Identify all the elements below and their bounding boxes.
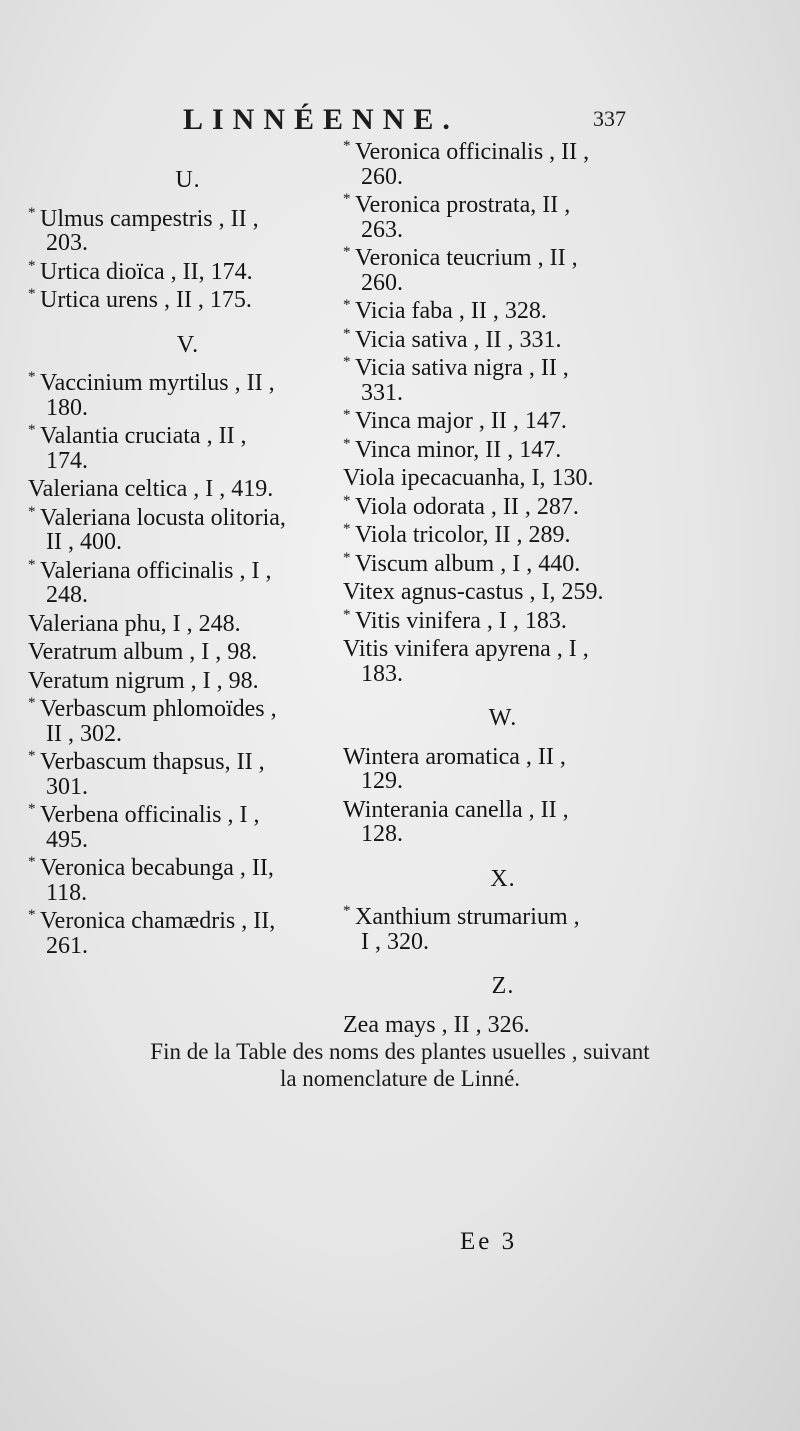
entry-line: * Vinca minor, II , 147. [343, 435, 562, 463]
running-head: LINNÉENNE. [183, 103, 459, 136]
entry-continuation: 180. [46, 394, 88, 421]
entry-text: Verbascum phlomoïdes , [40, 696, 277, 722]
index-entry [343, 409, 663, 434]
entry-continuation: 174. [46, 447, 88, 474]
entry-line: * Urtica urens , II , 175. [28, 286, 252, 313]
entry-line [28, 640, 348, 665]
section-letter: W. [488, 705, 518, 731]
entry-line: * Urtica dioïca , II, 174. [28, 257, 253, 285]
entry-text: Veronica prostrata, II , [355, 192, 571, 218]
entry-text: Viola ipecacuanha, I, 130. [343, 465, 594, 491]
index-entry [343, 193, 663, 242]
entry-continuation: 261. [46, 932, 88, 959]
index-entry [343, 580, 663, 605]
index-entry [28, 477, 348, 502]
entry-text: Verbena officinalis , I , [40, 802, 260, 828]
entry-continuation: 331. [361, 379, 403, 406]
entry-line [343, 1013, 663, 1038]
index-entry [28, 640, 348, 665]
section-letter: X. [490, 865, 516, 892]
entry-text: Vitis vinifera , I , 183. [355, 607, 567, 634]
entry-text: Viola tricolor, II , 289. [355, 522, 571, 548]
entry-text: Veratum nigrum , I , 98. [28, 667, 259, 694]
index-entry [343, 523, 663, 548]
entry-text: Wintera aromatica , II , [343, 743, 566, 770]
entry-continuation: 260. [361, 269, 403, 296]
entry-text: Zea mays , II , 326. [343, 1011, 530, 1038]
entry-text: Valantia cruciata , II , [40, 423, 247, 449]
entry-text: Ulmus campestris , II , [40, 205, 259, 232]
index-entry [343, 356, 663, 405]
index-entry [28, 856, 348, 905]
index-entry [28, 556, 348, 608]
end-of-table-note [40, 1038, 760, 1092]
entry-text: Valeriana officinalis , I , [40, 557, 272, 584]
entry-continuation: 248. [46, 582, 88, 608]
entry-text: Vaccinium myrtilus , II , [40, 370, 275, 396]
index-entry [343, 299, 663, 324]
index-entry [343, 492, 663, 520]
index-entry [28, 669, 348, 694]
entry-text: Viola odorata , II , 287. [355, 493, 579, 520]
index-entry [28, 612, 348, 637]
entry-continuation: 301. [46, 773, 88, 800]
index-entry [343, 905, 663, 954]
entry-line: * Veronica officinalis , II , [343, 138, 590, 165]
entry-text: Vinca minor, II , 147. [355, 436, 562, 463]
section-letter: V. [176, 331, 200, 358]
index-entry [28, 204, 348, 256]
index-entry [28, 803, 348, 852]
entry-text: Xanthium strumarium , [355, 904, 580, 930]
index-entry [343, 745, 663, 794]
index-entry [343, 246, 663, 295]
entry-text: Valeriana phu, I , 248. [28, 610, 241, 637]
entry-text: Vicia sativa nigra , II , [355, 355, 569, 381]
entry-line: * Valantia cruciata , II , [28, 422, 247, 449]
entry-text: Urtica dioïca , II, 174. [40, 258, 253, 285]
entry-continuation: II , 302. [46, 720, 122, 747]
section-letter: U. [175, 167, 201, 193]
entry-line: * Verbascum thapsus, II , [28, 748, 265, 775]
index-entry [28, 424, 348, 473]
entry-line: * Valeriana locusta olitoria, [28, 503, 286, 531]
entry-text: Veronica officinalis , II , [355, 139, 590, 165]
section-letter: Z. [491, 973, 515, 999]
entry-line: * Verbascum phlomoïdes , [28, 695, 277, 722]
signature-mark: Ee 3 [460, 1228, 518, 1255]
entry-line: * Vicia sativa nigra , II , [343, 354, 569, 381]
entry-text: Vinca major , II , 147. [355, 408, 567, 434]
entry-continuation: 118. [46, 879, 88, 906]
index-entry [28, 288, 348, 313]
index-entry [343, 466, 663, 491]
entry-text: Valeriana celtica , I , 419. [28, 476, 274, 502]
entry-line: * Valeriana officinalis , I , [28, 556, 272, 584]
entry-line [343, 745, 663, 770]
entry-line: * Vicia sativa , II , 331. [343, 325, 562, 353]
index-entry [343, 325, 663, 353]
entry-line: * Viola tricolor, II , 289. [343, 521, 571, 548]
entry-line [343, 798, 663, 823]
entry-line: * Vitis vinifera , I , 183. [343, 606, 567, 634]
entry-text: Veratrum album , I , 98. [28, 639, 258, 665]
index-entry [343, 549, 663, 577]
entry-line: * Veronica prostrata, II , [343, 191, 571, 218]
entry-text: Vicia sativa , II , 331. [355, 326, 562, 353]
entry-line: * Viola odorata , II , 287. [343, 492, 579, 520]
entry-line [343, 466, 663, 491]
right-index-column [343, 140, 663, 1041]
entry-text: Veronica teucrium , II , [355, 245, 578, 271]
entry-text: Valeriana locusta olitoria, [40, 504, 286, 531]
entry-continuation: I , 320. [361, 928, 429, 955]
left-index-column [28, 140, 348, 962]
entry-line: * Vaccinium myrtilus , II , [28, 369, 275, 396]
index-entry [343, 606, 663, 634]
entry-continuation: II , 400. [46, 529, 122, 555]
end-note-line-1: Fin de la Table des noms des plantes usuelles , suivant [150, 1039, 650, 1064]
entry-continuation: 128. [361, 821, 403, 847]
entry-continuation: 495. [46, 826, 88, 853]
index-entry [343, 435, 663, 463]
end-note-line-2: la nomenclature de Linné. [279, 1066, 521, 1091]
entry-continuation: 203. [46, 230, 88, 256]
index-entry [343, 1013, 663, 1038]
index-entry [28, 503, 348, 555]
entry-line [343, 637, 663, 662]
index-entry [343, 140, 663, 189]
page-number: 337 [593, 106, 626, 131]
entry-line: * Viscum album , I , 440. [343, 549, 581, 577]
entry-text: Veronica becabunga , II, [40, 855, 274, 881]
entry-text: Vitis vinifera apyrena , I , [343, 636, 589, 662]
entry-continuation: 260. [361, 163, 403, 190]
entry-continuation: 183. [361, 660, 403, 687]
entry-line: * Xanthium strumarium , [343, 903, 580, 930]
entry-line [343, 580, 663, 605]
entry-text: Viscum album , I , 440. [355, 550, 581, 577]
index-entry [28, 697, 348, 746]
entry-text: Winterania canella , II , [343, 796, 569, 823]
entry-text: Verbascum thapsus, II , [40, 749, 265, 775]
index-entry [343, 798, 663, 847]
index-entry [28, 909, 348, 958]
entry-line: * Veronica teucrium , II , [343, 244, 578, 271]
index-entry [28, 371, 348, 420]
entry-line [28, 612, 348, 637]
entry-line: * Verbena officinalis , I , [28, 801, 260, 828]
index-entry [343, 637, 663, 686]
entry-text: Vicia faba , II , 328. [355, 298, 547, 324]
entry-line [28, 477, 348, 502]
entry-line: * Vicia faba , II , 328. [343, 297, 547, 324]
entry-text: Veronica chamædris , II, [40, 908, 276, 934]
entry-text: Vitex agnus-castus , I, 259. [343, 579, 604, 605]
entry-line [28, 669, 348, 694]
index-entry [28, 257, 348, 285]
entry-line: * Veronica chamædris , II, [28, 907, 276, 934]
entry-line: * Vinca major , II , 147. [343, 407, 567, 434]
entry-line: * Veronica becabunga , II, [28, 854, 274, 881]
index-entry [28, 750, 348, 799]
entry-continuation: 263. [361, 216, 403, 243]
entry-text: Urtica urens , II , 175. [40, 287, 252, 313]
entry-continuation: 129. [361, 768, 403, 794]
entry-line: * Ulmus campestris , II , [28, 204, 259, 232]
